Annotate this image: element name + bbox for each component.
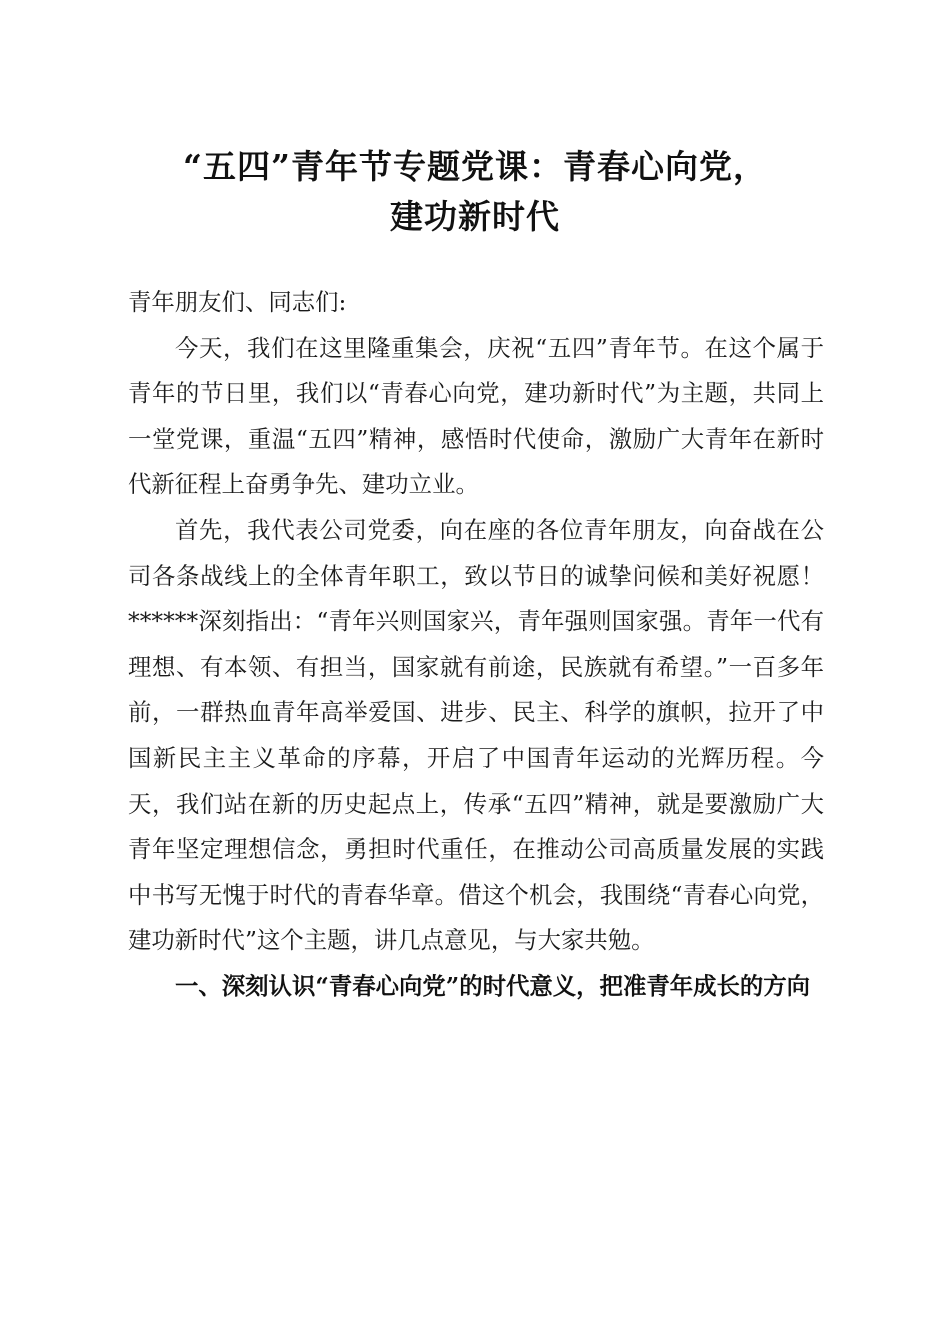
paragraph-intro: 今天，我们在这里隆重集会，庆祝“五四”青年节。在这个属于青年的节日里，我们以“青春心向党，建功新时代”为主题，共同上一堂党课，重温“五四”精神，感悟时代使命，激励广大青年在新时代新征程上奋勇争先、建功立业。: [128, 333, 824, 499]
document-title-line-1: “五四”青年节专题党课：青春心向党，: [183, 147, 767, 186]
document-title-line-2: 建功新时代: [390, 197, 560, 236]
paragraph-greeting: 首先，我代表公司党委，向在座的各位青年朋友，向奋战在公司各条战线上的全体青年职工，致以节日的诚挚问候和美好祝愿！******深刻指出：“青年兴则国家兴，青年强则国家强。青年一代有理想、有本领、有担当，国家就有前途，民族就有希望。”一百多年前，一群热血青年高举爱国、进步、民主、科学的旗帜，拉开了中国新民主主义革命的序幕，开启了中国青年运动的光辉历程。今天，我们站在新的历史起点上，传承“五四”精神，就是要激励广大青年坚定理想信念，勇担时代重任，在推动公司高质量发展的实践中书写无愧于时代的青春华章。借这个机会，我围绕“青春心向党，建功新时代”这个主题，讲几点意见，与大家共勉。: [128, 515, 824, 955]
document-body: [128, 280, 824, 1010]
section-heading: 一、深刻认识“青春心向党”的时代意义，把准青年成长的方向: [175, 971, 811, 1000]
salutation: 青年朋友们、同志们:: [128, 288, 347, 316]
